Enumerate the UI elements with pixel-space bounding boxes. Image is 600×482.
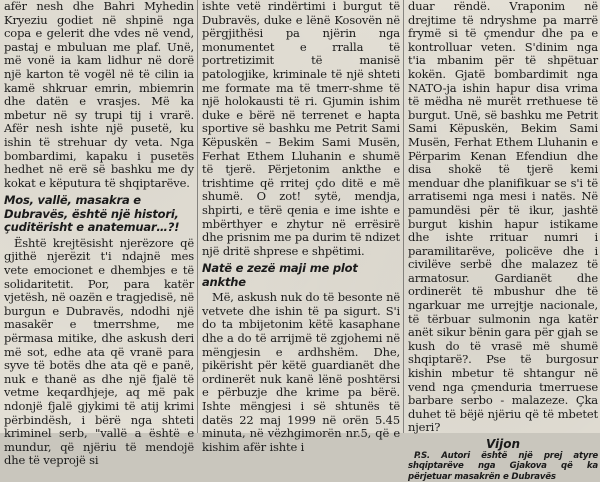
- column-divider: [197, 0, 198, 433]
- section-heading: Mos, vallë, masakra e Dubravës, është një histori, çuditërisht e anatemuar…?!: [4, 193, 180, 235]
- article-paragraph: Është krejtësisht njerëzore që gjithë njerëzit t'i ndajnë mes vete emocionet e dhembjes e të solidaritetit. Por, para katër vjetësh, në oazën e tragjedisë, në burgun e Dubravës, ndodhi një masakër e tmerrshme, me përmasa mitike, dhe askush deri më sot, edhe ata që vranë para syve të botës dhe ata që e panë, nuk e thanë as dhe një fjalë të vetme keqardhjeje, aq më pak ndonjë fjalë gjykimi të atij krimi përbindësh, i bërë nga shteti kriminel serb, "vallë a është e mundur, që njëriu të mendojë dhe të veprojë si: [4, 235, 194, 468]
- author-signature: Vijon: [485, 437, 521, 451]
- article-paragraph: ishte vetë rindërtimi i burgut të Dubravës, duke e lënë Kosovën në përgjithësi pa njërin nga monumentet e rralla të portretizimit të manisë patologjike, kriminale të një shteti me formate ma të tmerr-shme të një holokausti të ri. Gjumin ishim duke e bërë në terrenet e hapta sportive së bashku me Petrit Sami Këpuskën – Bekim Sami Musën, Ferhat Ethem Lluhanin e shumë të tjerë. Përjetonim ankthe e trishtime që rritej çdo ditë e më shumë. O zot! sytë, mendja, shpirti, e tërë qenia e ime ishte e mbërthyer e zhytur në errësirë dhe prisnim me pa durim të ndizet një dritë shprese e shpëtimi.: [202, 0, 400, 258]
- column-divider: [403, 0, 404, 433]
- article-paragraph: afër nesh dhe Bahri Myhedin Kryeziu godiet në shpinë nga copa e gelerit dhe vdes në vend, pastaj e mbuluan me plaf. Unë, më vonë ia kam lidhur në dorë një karton të vogël në të cilin ia kamë shkruar emrin, mbiemrin dhe datën e vrasjes. Më ka mbetur në sy trupi tij i vrarë. Afër nesh ishte një pusetë, ku ishin të strehuar dy veta. Nga bombardimi, kapaku i pusetës hedhet në erë së bashku me dy kokat e këputura të shqiptarëve.: [4, 0, 194, 190]
- article-paragraph: Më, askush nuk do të besonte në vetvete dhe ishin të pa sigurt. S'i do ta mbijetonim këtë kasaphane dhe a do të arrijmë të zgjohemi në mëngjesin e ardhshëm. Dhe, pikërisht për këtë guardianët dhe ordinerët nuk kanë lënë poshtërsi e përbuzje dhe krime pa bërë. Ishte mëngjesi i së shtunës të datës 22 maj 1999 në orën 5.45 minuta, në vëzhgimorën nr.5, që e kishim afër ishte i: [202, 290, 400, 454]
- article-paragraph: duar rëndë. Vraponim në drejtime të ndryshme pa marrë frymë si të çmendur dhe pa e kontrolluar veten. S'dinim nga t'ia mbanim për të shpëtuar kokën. Gjatë bombardimit nga NATO-ja ishin hapur disa vrima të mëdha në murët rrethuese të burgut. Unë, së bashku me Petrit Sami Këpuskën, Bekim Sami Musën, Ferhat Ethem Lluhanin e Përparim Kenan Efendiun dhe disa shokë të tjerë kemi menduar dhe planifikuar se s'i të arratisemi nga mesi i natës. Në pamundësi për të ikur, jashtë burgut kishin hapur istikame dhe ishte rrituar numri i paramilitarëve, policëve dhe i civilëve serbë dhe malazez të armatosur. Gardianët dhe ordinerët të mbushur dhe të ngarkuar me urrejtje nacionale, të tërbuar sulmonin nga katër anët sikur bënin gara për gjah se kush do të vrasë më shumë shqiptarë?. Pse të burgosur kishin mbetur të shtangur në vend nga çmenduria tmerruese barbare serbo - malazeze. Çka duhet të bëjë njëriu që të mbetet njeri?: [408, 0, 598, 435]
- section-heading: Natë e zezë maji me plot ankthe: [202, 261, 358, 289]
- postscript-note: P.S. Autori është një prej atyre shqiptarëve nga Gjakova që ka përjetuar masakrën e Dubravës: [408, 451, 598, 482]
- text-column-3: [408, 0, 598, 482]
- text-column-2: [202, 0, 400, 454]
- text-column-1: [4, 0, 194, 468]
